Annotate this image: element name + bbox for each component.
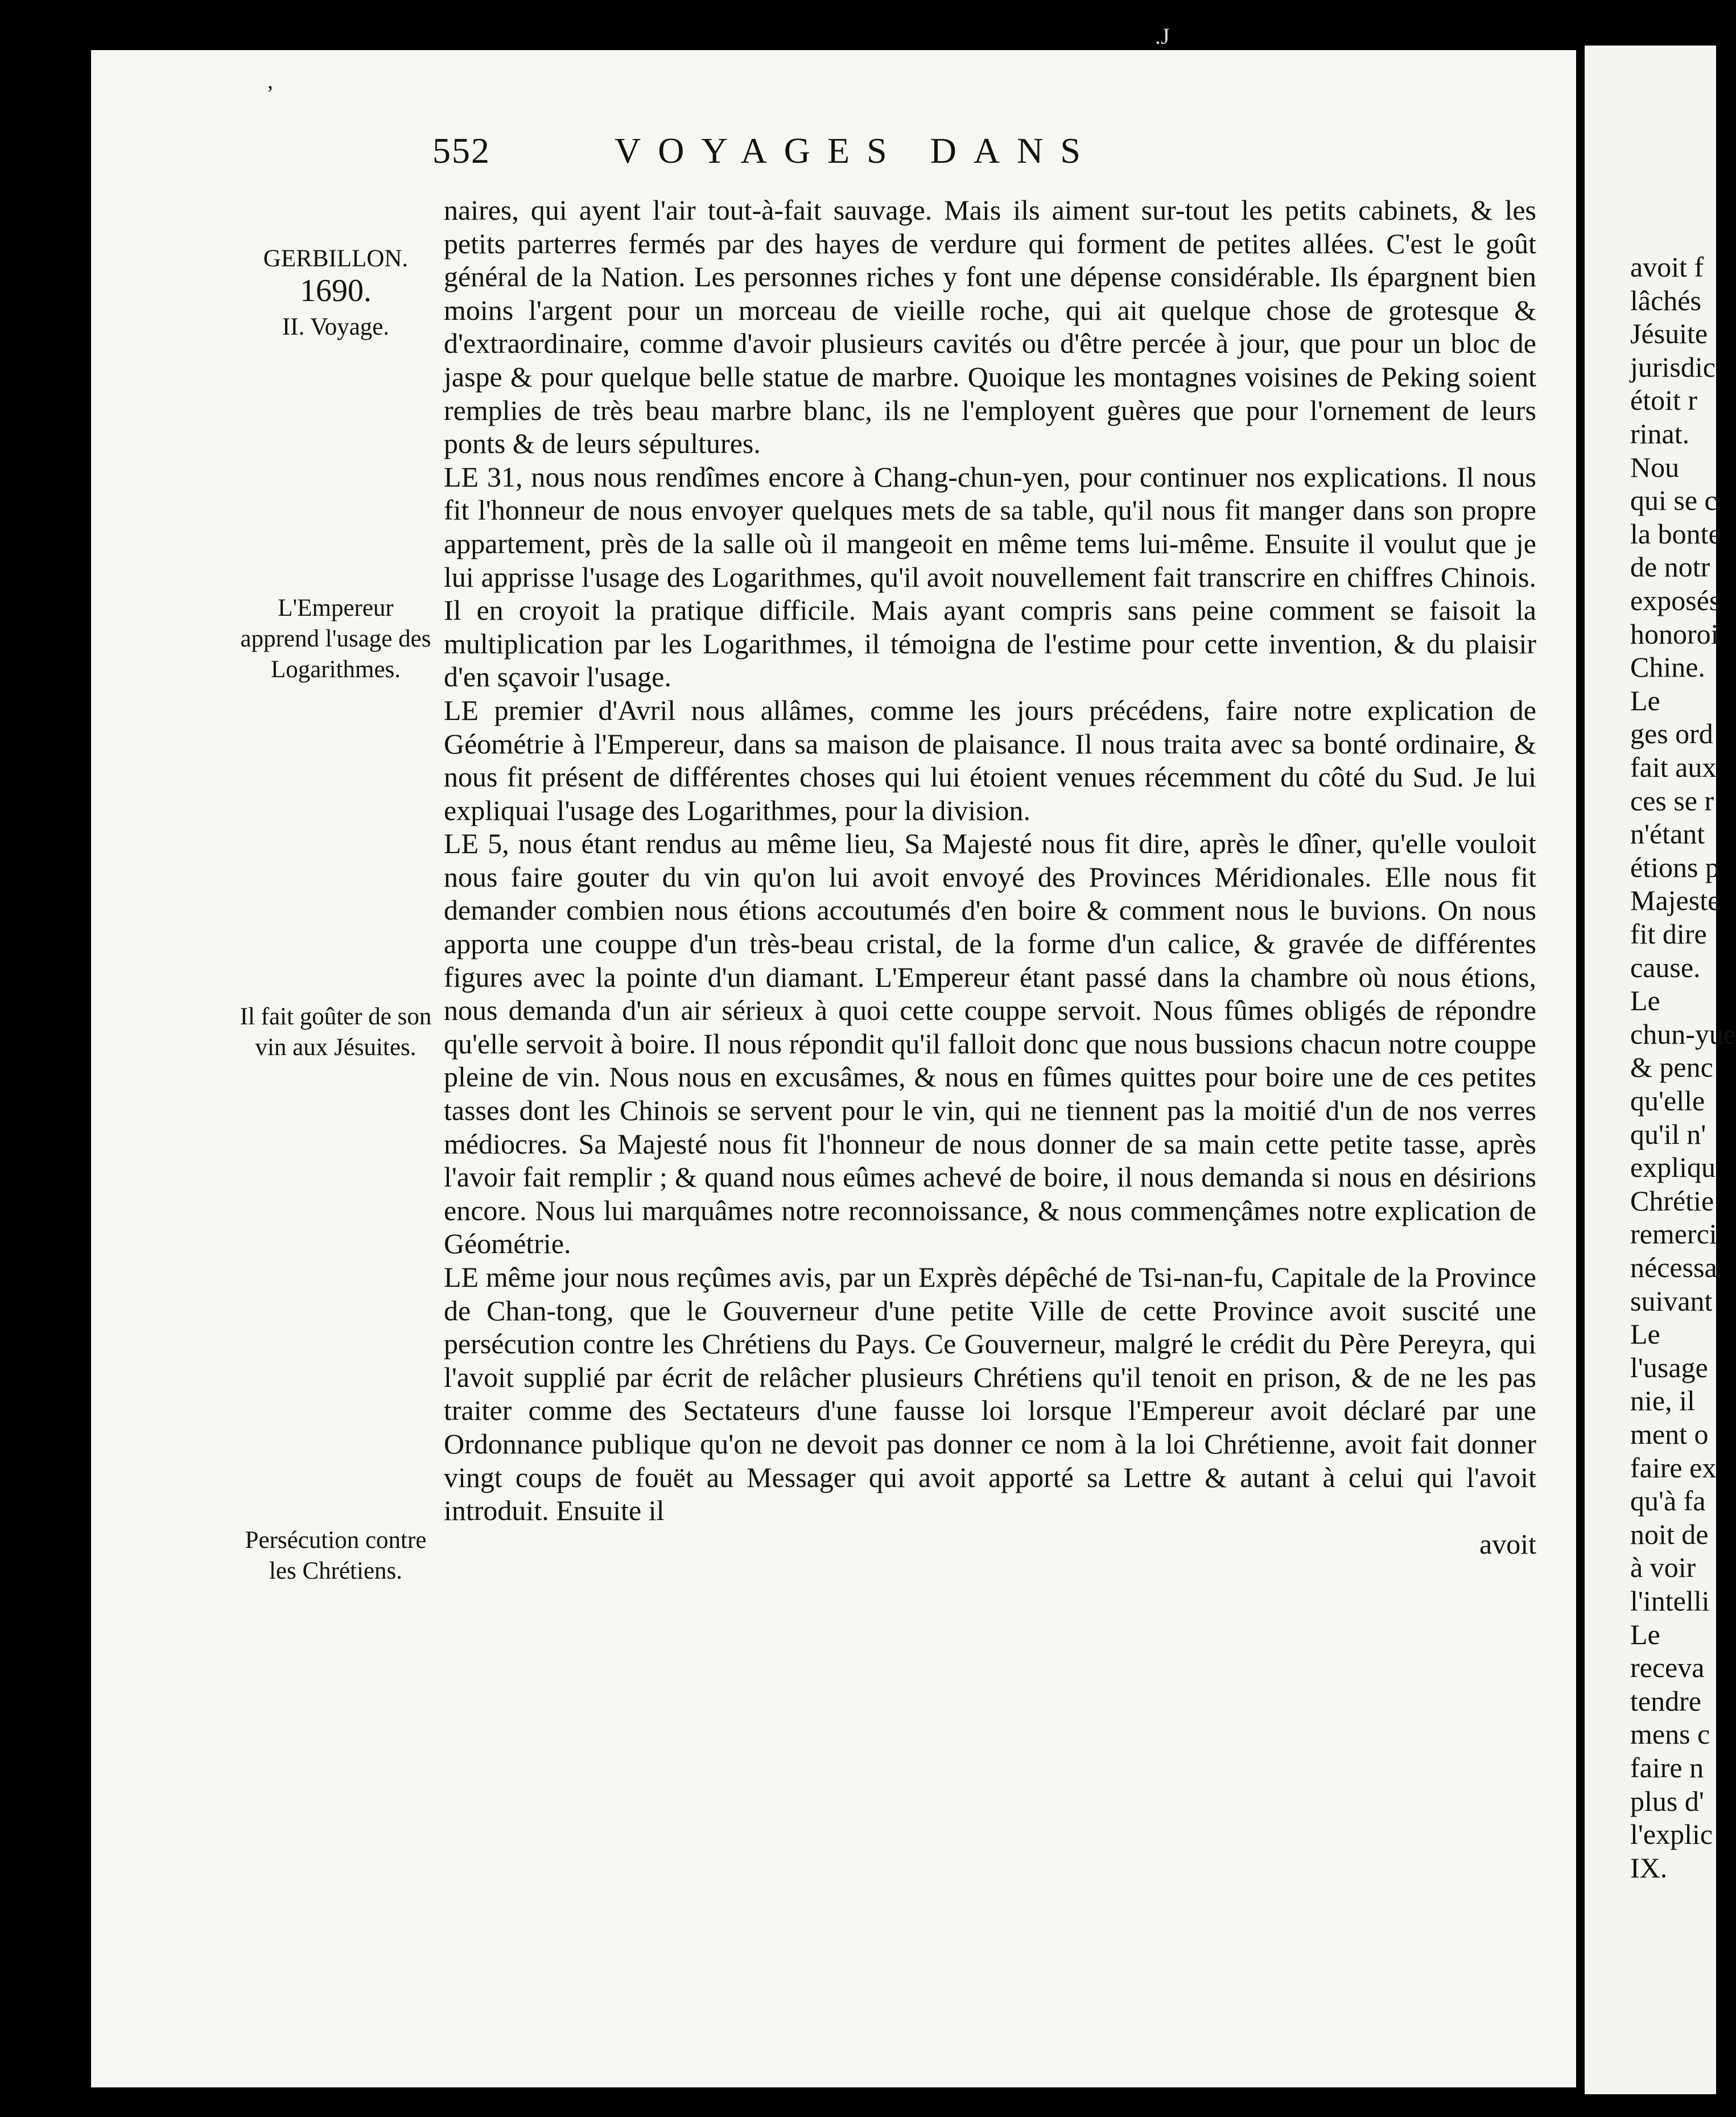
facing-page-line: expliqu bbox=[1630, 1151, 1716, 1184]
facing-page-line: noit de bbox=[1630, 1518, 1709, 1550]
facing-page-line: fait aux bbox=[1630, 751, 1717, 783]
facing-page-line: & penc bbox=[1630, 1051, 1713, 1084]
facing-page-line: Jésuite bbox=[1630, 318, 1708, 350]
facing-page-line: honoroi bbox=[1630, 617, 1719, 650]
facing-page-line: chun-yue bbox=[1630, 1018, 1736, 1050]
facing-page-line: remerci bbox=[1630, 1218, 1717, 1250]
facing-page-line: qu'elle bbox=[1630, 1085, 1705, 1117]
facing-page-line: l'intelli bbox=[1630, 1585, 1710, 1617]
facing-page-line: mens c bbox=[1630, 1718, 1710, 1751]
page-number: 552 bbox=[432, 130, 490, 171]
facing-page-line: qu'il n' bbox=[1630, 1118, 1706, 1150]
facing-page-line: receva bbox=[1630, 1651, 1705, 1684]
facing-page-line: nie, il bbox=[1630, 1385, 1695, 1417]
margin-note-persecution: Persécution contre les Chrétiens. bbox=[245, 1527, 427, 1584]
facing-page-line: cause. bbox=[1630, 951, 1701, 983]
running-title: VOYAGES DANS bbox=[615, 130, 1098, 171]
facing-page-line: faire ex bbox=[1630, 1451, 1717, 1484]
margin-note-logarithms: L'Empereur apprend l'usage des Logarithmes. bbox=[240, 595, 431, 683]
facing-page-line: avoit f bbox=[1630, 251, 1704, 283]
margin-note-wine: Il fait goûter de son vin aux Jésuites. bbox=[240, 1003, 432, 1061]
facing-page-line: la bonte bbox=[1630, 517, 1721, 550]
facing-page-line: Le bbox=[1630, 684, 1660, 716]
facing-page-line: ces se r bbox=[1630, 784, 1714, 817]
facing-page-line: Nou bbox=[1630, 451, 1680, 483]
paragraph: LE 5, nous étant rendus au même lieu, Sa Majesté nous fit dire, après le dîner, qu'elle vouloit nous faire gouter du vin qu'on lui avoit envoyé des Provinces Méridionales. Elle nous fit demander combien nous étions accoutumés d'en boire & comment nous le buvions. On nous apporta une couppe d'un très-beau cristal, de la forme d'un calice, & gravée de différentes figures avec la pointe d'un diamant. L'Empereur étant passé dans la chambre où nous étions, nous demanda d'un air sérieux à quoi cette couppe servoit. Nous fûmes obligés de répondre qu'elle servoit à boire. Il nous répondit qu'il falloit donc que nous bussions chacun notre couppe pleine de vin. Nous nous en excusâmes, & nous en fûmes quittes pour boire une de ces petites tasses dont les Chinois se servent pour le vin, qui ne tiennent pas la moitié d'un de nos verres médiocres. Sa Majesté nous fit l'honneur de nous donner de sa main cette petite tasse, après l'avoir fait remplir ; & quand nous eûmes achevé de boire, il nous demanda si nous en désirions encore. Nous lui marquâmes notre reconnoissance, & nous commençâmes notre explication de Géométrie. bbox=[444, 827, 1536, 1260]
facing-page-line: à voir bbox=[1630, 1551, 1696, 1584]
facing-page-line: ment o bbox=[1630, 1418, 1709, 1450]
running-header bbox=[432, 130, 1098, 172]
facing-page-line: ges ord bbox=[1630, 718, 1713, 750]
facing-page-line: étions p bbox=[1630, 851, 1719, 883]
paragraph: LE 31, nous nous rendîmes encore à Chang-chun-yen, pour continuer nos explications. Il nous fit l'honneur de nous envoyer quelques mets de sa table, qu'il nous fit manger dans son propre appartement, près de la salle où il mangeoit en même tems lui-même. Ensuite il voulut que je lui apprisse l'usage des Logarithmes, qu'il avoit nouvellement fait transcrire en chiffres Chinois. Il en croyoit la pratique difficile. Mais ayant compris sans peine comment se faisoit la multiplication par les Logarithmes, il témoigna de l'estime pour cette invention, & du plaisir d'en sçavoir l'usage. bbox=[444, 460, 1536, 693]
facing-page-line: Chrétie bbox=[1630, 1184, 1714, 1217]
facing-page-line: Chine. bbox=[1630, 651, 1705, 683]
facing-page-line: jurisdic bbox=[1630, 351, 1716, 383]
facing-page-line: étoit r bbox=[1630, 384, 1698, 417]
paragraph: LE même jour nous reçûmes avis, par un Exprès dépêché de Tsi-nan-fu, Capitale de la Province de Chan-tong, que le Gouverneur d'une petite Ville de cette Province avoit suscité une persécution contre les Chrétiens du Pays. Ce Gouverneur, malgré le crédit du Père Pereyra, qui l'avoit supplié par écrit de relâcher plusieurs Chrétiens qu'il tenoit en prison, & de ne les pas traiter comme des Sectateurs d'une fausse loi lorsque l'Empereur avoit déclaré par une Ordonnance publique qu'on ne devoit pas donner ce nom à la loi Chrétienne, avoit fait donner vingt coups de fouët au Messager qui avoit apporté sa Lettre & autant à celui qui l'avoit introduit. Ensuite il bbox=[444, 1261, 1536, 1527]
ink-mark: .J bbox=[1155, 23, 1170, 49]
facing-page-line: n'étant bbox=[1630, 818, 1705, 850]
facing-page-line: faire n bbox=[1630, 1752, 1704, 1784]
margin-note-author: GERBILLON. bbox=[263, 245, 409, 272]
margin-note-year: 1690. bbox=[300, 273, 372, 308]
paragraph: naires, qui ayent l'air tout-à-fait sauvage. Mais ils aiment sur-tout les petits cabinets, & les petits parterres fermés par des hayes de verdure qui forment de petites allées. C'est le goût général de la Nation. Les personnes riches y font une dépense considérable. Ils épargnent bien moins l'argent pour un morceau de vieille roche, qui ait quelque chose de grotesque & d'extraordinaire, comme d'avoir plusieurs cavités ou d'être percée à jour, que pour un bloc de jaspe & pour quelque belle statue de marbre. Quoique les montagnes voisines de Peking soient remplies de très beau marbre blanc, ils ne l'employent guères que pour l'ornement de leurs ponts & de leurs sépultures. bbox=[444, 194, 1536, 460]
facing-page-line: lâchés bbox=[1630, 284, 1701, 316]
facing-page-line: IX. bbox=[1630, 1851, 1668, 1884]
catchword: avoit bbox=[1479, 1527, 1536, 1560]
facing-page-line: Le bbox=[1630, 1618, 1660, 1650]
ink-mark: , bbox=[267, 68, 273, 93]
facing-page-line: exposés bbox=[1630, 584, 1721, 616]
paragraph: LE premier d'Avril nous allâmes, comme les jours précédens, faire notre explication de Géométrie à l'Empereur, dans sa maison de plaisance. Il nous traita avec sa bonté ordinaire, & nous fit présent de différentes choses qui lui étoient venues récemment du côté du Sud. Je lui expliquai l'usage des Logarithmes, pour la division. bbox=[444, 694, 1536, 826]
facing-page-line: suivant bbox=[1630, 1284, 1713, 1317]
facing-page-line: Majeste bbox=[1630, 884, 1721, 917]
facing-page-line: l'usage bbox=[1630, 1351, 1708, 1383]
facing-page-line: de notr bbox=[1630, 551, 1710, 583]
facing-page-line: fit dire bbox=[1630, 918, 1707, 950]
facing-page-line: Le bbox=[1630, 1318, 1660, 1350]
margin-note-voyage: II. Voyage. bbox=[282, 314, 390, 340]
facing-page-line: l'explic bbox=[1630, 1818, 1713, 1851]
facing-page-line: qu'à fa bbox=[1630, 1485, 1706, 1517]
facing-page-line: plus d' bbox=[1630, 1785, 1704, 1817]
facing-page-line: rinat. bbox=[1630, 418, 1690, 450]
facing-page-line: qui se c bbox=[1630, 484, 1717, 517]
main-text bbox=[444, 193, 1536, 1560]
facing-page-line: nécessa bbox=[1630, 1251, 1717, 1283]
facing-page-line: Le bbox=[1630, 985, 1660, 1017]
facing-page-line: tendre bbox=[1630, 1684, 1701, 1717]
